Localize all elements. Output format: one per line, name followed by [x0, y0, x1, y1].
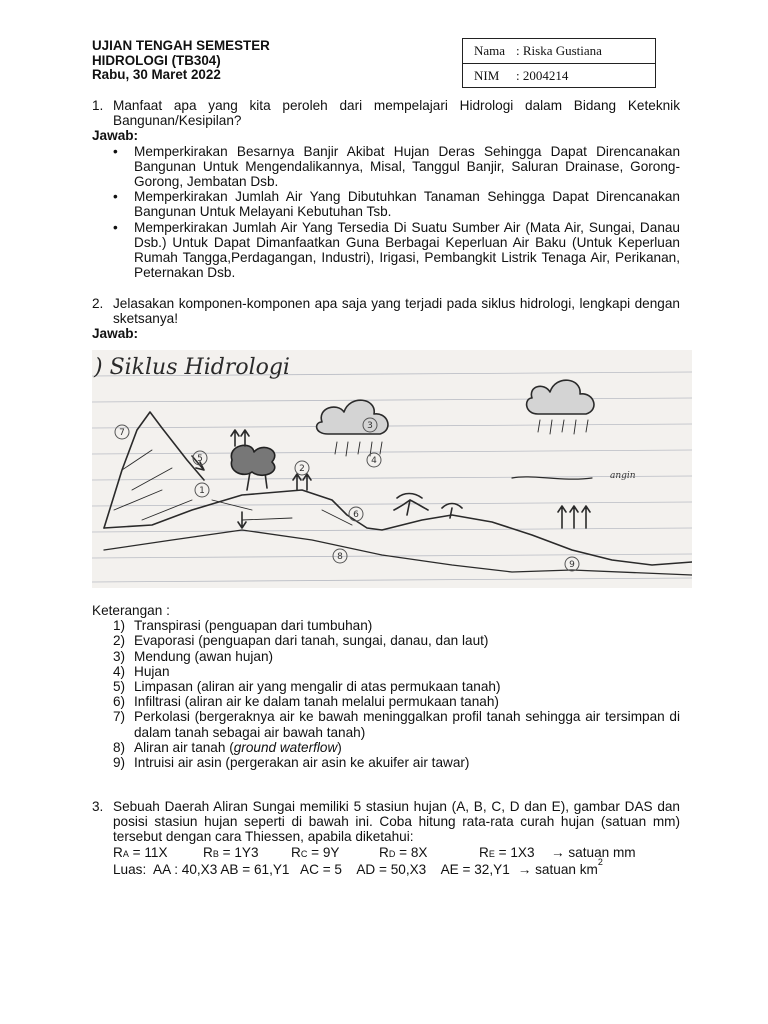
rainfall-d: RD = 8X	[379, 844, 428, 860]
area-unit: → satuan km	[517, 861, 598, 877]
list-item: 7) Perkolasi (bergeraknya air ke bawah meninggalkan profil tanah sehingga air tersimpan di dalam tanah sebagai air bawah tanah)	[113, 709, 680, 740]
nim-label: NIM	[474, 67, 500, 83]
list-item: • Memperkirakan Jumlah Air Yang Dibutuhkan Tanaman Sehingga Dapat Direncanakan Bangunan Untuk Melayani Kebutuhan Tsb.	[113, 189, 680, 220]
list-item: 1) Transpirasi (penguapan dari tumbuhan)	[113, 618, 373, 634]
question-number: 1.	[92, 98, 104, 113]
wind-label: angin	[610, 471, 636, 481]
rainfall-e: RE = 1X3	[479, 844, 535, 860]
question-3	[92, 799, 680, 877]
area-values	[92, 856, 680, 877]
svg-text:4: 4	[371, 456, 377, 466]
sketch-title: ) Siklus Hidrologi	[94, 355, 290, 380]
area-line: Luas: AA : 40,X3 AB = 61,Y1 AC = 5 AD = 50,X3 AE = 32,Y1	[113, 861, 510, 877]
list-item: • Memperkirakan Besarnya Banjir Akibat Hujan Deras Sehingga Dapat Direncanakan Bangunan Untuk Mengendalikannya, Misal, Tanggul Banjir, Saluran Drainase, Gorong- Gorong, Jembatan Dsb.	[113, 143, 680, 190]
student-id-box	[462, 38, 656, 88]
svg-text:6: 6	[353, 510, 359, 520]
list-item: 9) Intruisi air asin (pergerakan air asin ke akuifer air tawar)	[113, 755, 470, 771]
rainfall-unit: → satuan mm	[551, 844, 636, 860]
list-item: 4) Hujan	[113, 663, 170, 679]
svg-text:1: 1	[199, 486, 205, 496]
list-item: • Memperkirakan Jumlah Air Yang Tersedia Di Suatu Sumber Air (Mata Air, Sungai, Danau Dsb.) Untuk Dapat Dimanfaatkan Guna Berbagai Keperluan Air Baku (Untuk Keperluan Rumah Tangga,Perdagangan, Industri), Irigasi, Pembangkit Listrik Tenaga Air, Perikanan, Peternakan Dsb.	[113, 219, 680, 281]
course-title: HIDROLOGI (TB304)	[92, 52, 221, 68]
svg-text:9: 9	[569, 560, 575, 570]
question-text: Jelasakan komponen-komponen apa saja yang terjadi pada siklus hidrologi, lengkapi dengan sketsanya!	[113, 296, 680, 327]
answer-label: Jawab:	[92, 326, 139, 342]
question-1	[92, 98, 680, 280]
list-item: 8) Aliran air tanah (ground waterflow)	[113, 739, 342, 755]
name-label: Nama	[474, 43, 506, 59]
nim-value: : 2004214	[516, 67, 569, 83]
question-number: 2.	[92, 296, 104, 311]
question-text: Sebuah Daerah Aliran Sungai memiliki 5 stasiun hujan (A, B, C, D dan E), gambar DAS dan posisi stasiun hujan seperti di bawah ini. Coba hitung rata-rata curah hujan (satuan mm) tersebut dengan cara Thiessen, apabila diketahui:	[113, 799, 680, 845]
svg-text:8: 8	[337, 552, 343, 562]
svg-text:7: 7	[119, 428, 125, 438]
name-value: : Riska Gustiana	[516, 43, 602, 59]
list-item: 2) Evaporasi (penguapan dari tanah, sungai, danau, dan laut)	[113, 633, 489, 649]
question-2	[92, 296, 680, 342]
question-text: Manfaat apa yang kita peroleh dari mempelajari Hidrologi dalam Bidang Keteknik Bangunan/Kesipilan?	[113, 98, 680, 129]
answer-list	[92, 144, 680, 281]
hydrologic-cycle-sketch	[92, 350, 692, 588]
svg-text:3: 3	[367, 421, 373, 431]
question-number: 3.	[92, 799, 104, 814]
list-item: 6) Infiltrasi (aliran air ke dalam tanah melalui permukaan tanah)	[113, 694, 499, 710]
rainfall-c: RC = 9Y	[291, 844, 340, 860]
list-item: 5) Limpasan (aliran air yang mengalir di atas permukaan tanah)	[113, 679, 501, 695]
legend-list	[92, 618, 680, 770]
answer-label: Jawab:	[92, 128, 139, 144]
rainfall-a: RA = 11X	[113, 844, 168, 860]
nim-row	[463, 63, 655, 87]
exam-header	[92, 39, 270, 83]
rainfall-b: RB = 1Y3	[203, 844, 259, 860]
list-item: 3) Mendung (awan hujan)	[113, 648, 274, 664]
legend-section	[92, 603, 680, 770]
name-row	[463, 39, 655, 63]
exam-title: UJIAN TENGAH SEMESTER	[92, 38, 270, 53]
exam-date: Rabu, 30 Maret 2022	[92, 67, 221, 83]
area-unit-sup: 2	[597, 856, 603, 867]
legend-heading: Keterangan :	[92, 603, 170, 618]
rainfall-values	[92, 845, 680, 862]
svg-text:5: 5	[197, 454, 203, 464]
svg-text:2: 2	[299, 464, 305, 474]
